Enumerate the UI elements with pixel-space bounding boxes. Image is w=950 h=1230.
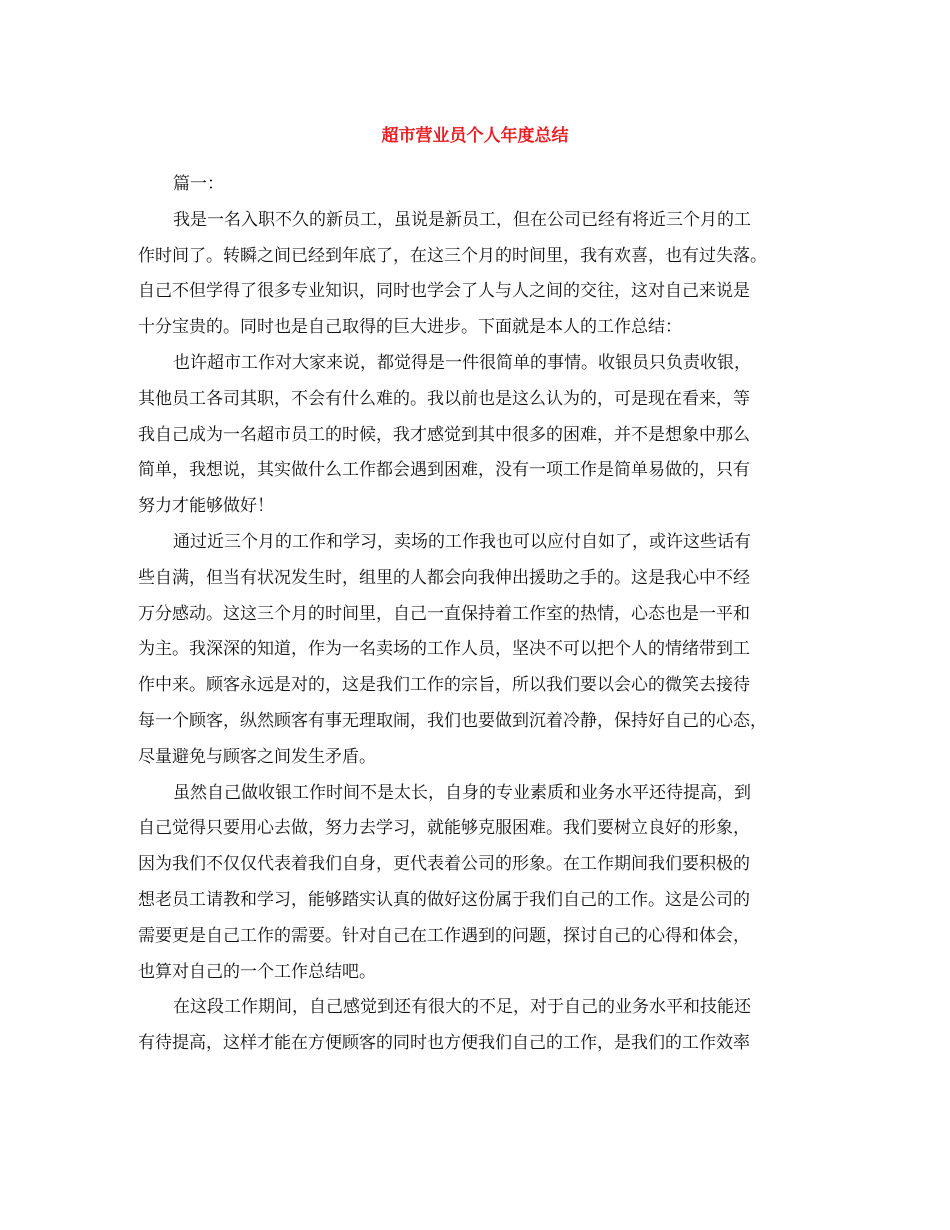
text-line: 自己觉得只要用心去做，努力去学习，就能够克服困难。我们要树立良好的形象， bbox=[138, 818, 750, 839]
text-line: 万分感动。这这三个月的时间里，自己一直保持着工作室的热情，心态也是一平和 bbox=[138, 603, 750, 624]
text-line: 通过近三个月的工作和学习，卖场的工作我也可以应付自如了，或许这些话有 bbox=[173, 531, 751, 552]
text-line: 想老员工请教和学习，能够踏实认真的做好这份属于我们自己的工作。这是公司的 bbox=[138, 889, 750, 910]
text-line: 简单，我想说，其实做什么工作都会遇到困难，没有一项工作是简单易做的，只有 bbox=[138, 460, 750, 481]
text-line: 需要更是自己工作的需要。针对自己在工作遇到的问题，探讨自己的心得和体会， bbox=[138, 925, 750, 946]
text-line: 也算对自己的一个工作总结吧。 bbox=[138, 961, 376, 982]
text-line: 作时间了。转瞬之间已经到年底了，在这三个月的时间里，我有欢喜，也有过失落。 bbox=[138, 245, 767, 266]
text-line: 为主。我深深的知道，作为一名卖场的工作人员，坚决不可以把个人的情绪带到工 bbox=[138, 639, 750, 660]
text-line: 因为我们不仅仅代表着我们自身，更代表着公司的形象。在工作期间我们要积极的 bbox=[138, 854, 750, 875]
text-line: 篇一： bbox=[173, 174, 224, 194]
text-line: 在这段工作期间，自己感觉到还有很大的不足，对于自己的业务水平和技能还 bbox=[173, 997, 751, 1018]
text-line: 虽然自己做收银工作时间不是太长，自身的专业素质和业务水平还待提高，到 bbox=[173, 782, 751, 803]
text-line: 作中来。顾客永远是对的，这是我们工作的宗旨，所以我们要以会心的微笑去接待 bbox=[138, 675, 750, 696]
text-line: 也许超市工作对大家来说，都觉得是一件很简单的事情。收银员只负责收银， bbox=[173, 352, 751, 373]
text-line: 些自满，但当有状况发生时，组里的人都会向我伸出援助之手的。这是我心中不经 bbox=[138, 567, 750, 588]
text-line: 尽量避免与顾客之间发生矛盾。 bbox=[138, 746, 376, 767]
text-line: 努力才能够做好！ bbox=[138, 496, 274, 517]
document-title: 超市营业员个人年度总结 bbox=[381, 126, 569, 146]
text-line: 其他员工各司其职，不会有什么难的。我以前也是这么认为的，可是现在看来，等 bbox=[138, 388, 750, 409]
text-line: 每一个顾客，纵然顾客有事无理取闹，我们也要做到沉着冷静，保持好自己的心态， bbox=[138, 710, 767, 731]
text-line: 我是一名入职不久的新员工，虽说是新员工，但在公司已经有将近三个月的工 bbox=[173, 209, 751, 230]
text-line: 十分宝贵的。同时也是自己取得的巨大进步。下面就是本人的工作总结： bbox=[138, 317, 682, 338]
document-body bbox=[138, 167, 818, 1062]
text-line: 有待提高，这样才能在方便顾客的同时也方便我们自己的工作，是我们的工作效率 bbox=[138, 1033, 750, 1054]
text-line: 我自己成为一名超市员工的时候，我才感觉到其中很多的困难，并不是想象中那么 bbox=[138, 424, 750, 445]
text-line: 自己不但学得了很多专业知识，同时也学会了人与人之间的交往，这对自己来说是 bbox=[138, 281, 750, 302]
